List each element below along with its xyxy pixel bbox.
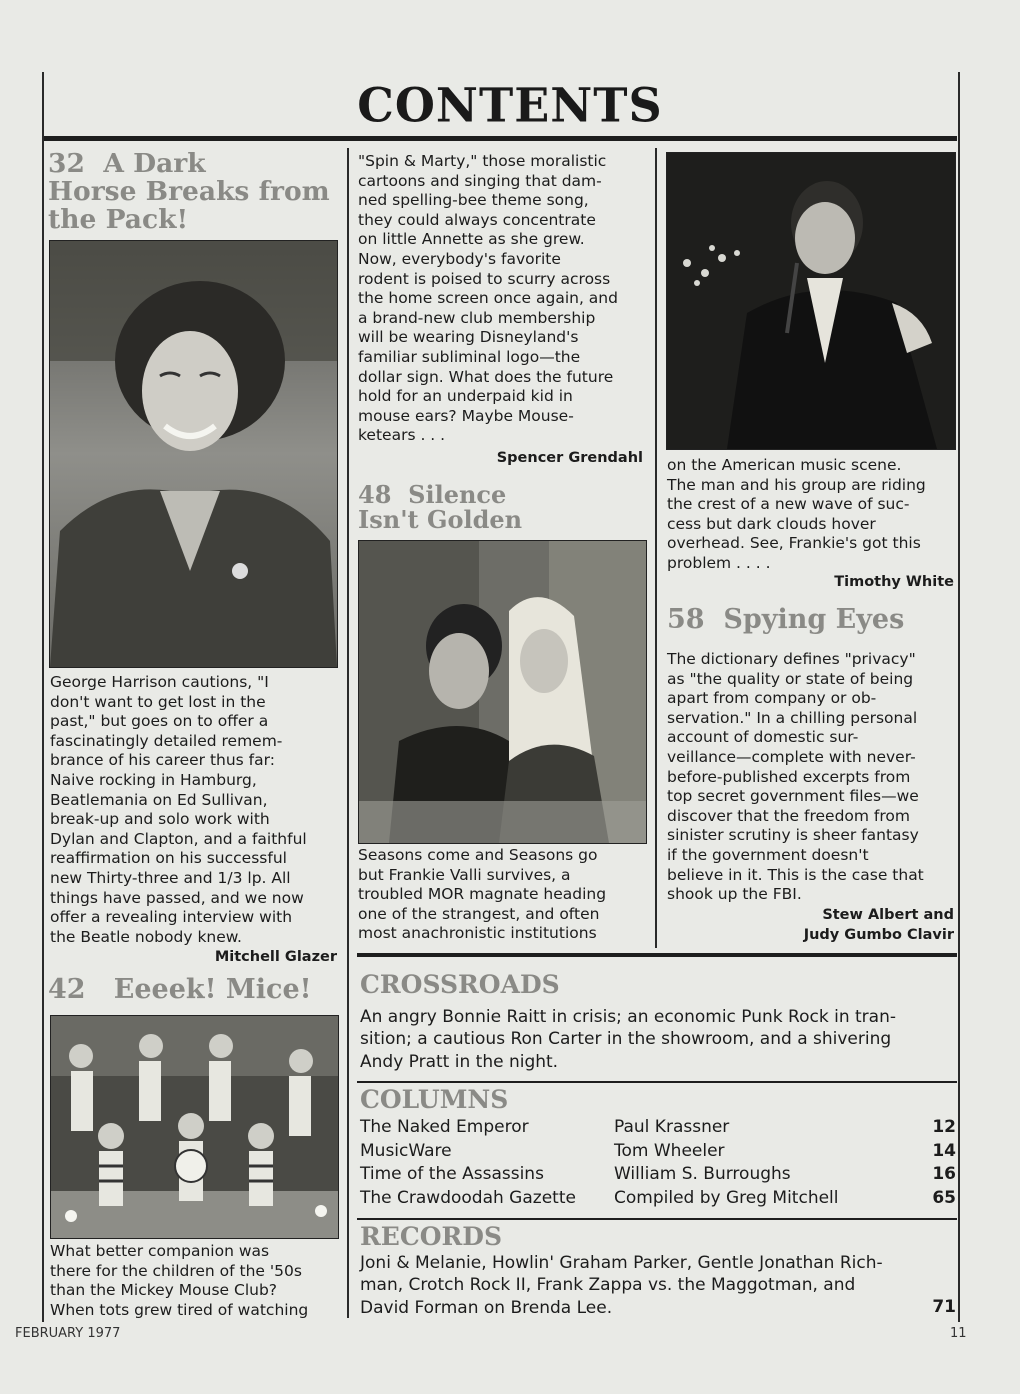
byline-mice: Spencer Grendahl [496,450,643,466]
columns-heading: COLUMNS [360,1085,509,1114]
table-row [360,1116,956,1140]
byline-harrison: Mitchell Glazer [214,949,337,965]
photo-george-harrison [49,240,338,668]
column-title: The Naked Emperor [360,1117,529,1137]
column-page: 16 [932,1164,956,1184]
headline-mice: 42 Eeeek! Mice! [48,974,312,1005]
crossroads-heading: CROSSROADS [360,970,560,999]
page-title: CONTENTS [357,77,663,133]
article-body-mice: What better companion was there for the children of the '50s than the Mickey Mouse Club? When tots grew tired of watching [50,1242,309,1319]
column-author: Compiled by Greg Mitchell [614,1187,839,1208]
column-title: MusicWare [360,1140,452,1161]
table-row [360,1163,956,1187]
table-row [360,1187,956,1211]
column-author: William S. Burroughs [614,1164,791,1184]
column-title: The Crawdoodah Gazette [360,1187,576,1208]
feature-number: 58 [667,604,705,635]
column-author: Paul Krassner [614,1117,730,1137]
byline-spying: Stew Albert and Judy Gumbo Clavir [803,907,954,943]
headline-harrison: 32 A Dark Horse Breaks from the Pack! [48,148,330,236]
column-page: 14 [932,1140,956,1161]
article-body-harrison: George Harrison cautions, "I don't want to get lost in the past," but goes on to offer a fascinatingly detailed remem- brance of his career thus far: Naive rocking in Hamburg, Beatlemania on Ed Sullivan, break-up and solo work with Dylan and Clapton, and a faithful reaffirmation on his successful new Thirty-three and 1/3 lp. All things have passed, and we now offer a revealing interview with the Beatle nobody knew. [50,673,307,946]
records-heading: RECORDS [360,1222,503,1251]
article-body-silence: Seasons come and Seasons go but Frankie Valli survives, a troubled MOR magnate heading one of the strangest, and often most anachronistic institutions [358,846,607,943]
photo-singer-on-stage [666,152,956,450]
records-rule [357,1218,957,1220]
crossroads-body: An angry Bonnie Raitt in crisis; an economic Punk Rock in tran- sition; a cautious Ron Carter in the showroom, and a shivering Andy Pratt in the night. [360,1007,896,1072]
headline-spying: 58 Spying Eyes [667,604,905,635]
records-page: 71 [932,1297,956,1317]
article-body-mice-continued: "Spin & Marty," those moralistic cartoons and singing that dam- ned spelling-bee theme song, they could always concentrate on little Annette as she grew. Now, everybody's favorite rodent is poised to scurry across the home screen once again, and a brand-new club membership will be wearing Disneyland's familiar subliminal logo—the dollar sign. What does the future hold for an underpaid kid in mouse ears? Maybe Mouse- ketears . . . [358,152,618,445]
column-divider-2 [655,148,657,948]
column-title: Time of the Assassins [360,1164,544,1184]
photo-mouseketeers-stage [50,1015,339,1239]
frame-right-rule [958,72,960,1322]
column-author: Tom Wheeler [614,1140,725,1161]
table-row [360,1140,956,1164]
title-rule [44,136,957,141]
column-divider-1 [347,148,349,1318]
column-page: 12 [932,1117,956,1137]
footer-page-number: 11 [950,1326,967,1341]
article-body-silence-continued: on the American music scene. The man and his group are riding the crest of a new wave of suc- cess but dark clouds hover overhead. See, Frankie's got this problem . . . . [667,456,926,572]
records-body: Joni & Melanie, Howlin' Graham Parker, Gentle Jonathan Rich- man, Crotch Rock II, Frank Zappa vs. the Maggotman, and David Forman on Brenda Lee. [360,1253,883,1318]
photo-frankie-valli-couple [358,540,647,844]
footer-issue-date: FEBRUARY 1977 [15,1326,121,1341]
column-page: 65 [932,1187,956,1208]
feature-number: 48 [358,480,392,509]
columns-table [360,1116,956,1210]
columns-rule [357,1081,957,1083]
article-body-spying: The dictionary defines "privacy" as "the quality or state of being apart from company or ob- servation." In a chilling personal account of domestic sur- veillance—complete with never- before-published excerpts from top secret government files—we discover that the freedom from sinister scrutiny is sheer fantasy if the government doesn't believe in it. This is the case that shook up the FBI. [667,650,924,904]
frame-left-rule [42,72,44,1322]
byline-silence: Timothy White [834,574,954,590]
headline-silence: 48 Silence Isn't Golden [358,480,523,535]
feature-number: 42 [48,974,86,1005]
feature-number: 32 [48,148,85,179]
crossroads-rule [357,953,957,957]
